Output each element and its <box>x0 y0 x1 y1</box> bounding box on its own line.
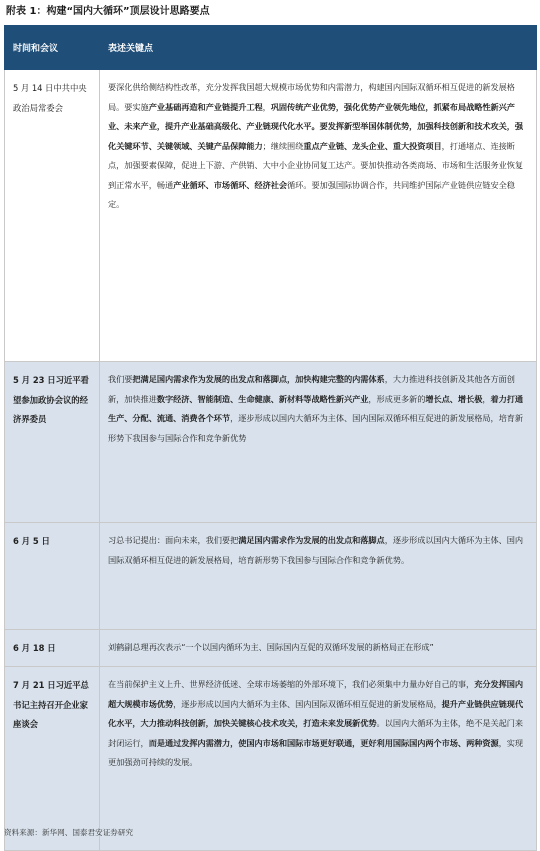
text-segment: 循环。要加强国际协调合作，共同维护国际产业链供应链安全稳定。 <box>108 179 515 209</box>
table-header-row <box>5 26 537 70</box>
bold-text-segment: 产业基础再造和产业链提升工程 <box>148 101 263 112</box>
row-content-cell <box>100 362 537 523</box>
row-date-cell: 7 月 21 日习近平总书记主持召开企业家座谈会 <box>5 667 100 851</box>
source-note: 资料来源：新华网、国泰君安证券研究 <box>4 828 134 837</box>
table-row <box>5 523 537 630</box>
table-row <box>5 362 537 523</box>
text-segment: ，逐步形成以国内大循环为主体、国内国际双循环相互促进的新发展格局，培育新形势下我国参与国际合作和竞争新优势。 <box>108 535 524 565</box>
bold-text-segment: 重点产业链、龙头企业、重大投资项目 <box>303 140 442 151</box>
row-content-cell <box>100 70 537 362</box>
header-date-meeting: 时间和会议 <box>5 26 100 70</box>
text-segment: ，逐步形成以国内大循环为主体、国内国际双循环相互促进的新发展格局，培育新形势下我国参与国际合作和竞争新优势 <box>108 413 524 443</box>
header-key-points: 表述关键点 <box>100 26 537 70</box>
bold-text-segment: 把满足国内需求作为发展的出发点和落脚点，加快构建完整的内需体系 <box>132 374 385 384</box>
text-segment: ，实现更加强劲可持续的发展。 <box>108 737 524 767</box>
row-content-cell <box>100 630 537 667</box>
table-row <box>5 70 537 362</box>
text-segment: ，形成更多新的 <box>368 393 426 404</box>
text-segment: ， <box>262 101 271 112</box>
text-segment: ，大力推进科技创新及其他各方面创新，加快推进 <box>108 374 515 404</box>
text-segment: ；继续围绕 <box>262 140 304 151</box>
row-date-cell: 5 月 14 日中共中央政治局常委会 <box>5 70 100 362</box>
bold-text-segment: 数字经济、智能制造、生命健康、新材料等战略性新兴产业 <box>156 393 369 404</box>
row-date-cell: 5 月 23 日习近平看望参加政协会议的经济界委员 <box>5 362 100 523</box>
row-content-cell <box>100 667 537 851</box>
bold-text-segment: 增长点、增长极 <box>425 393 483 404</box>
bold-text-segment: 产业循环、市场循环、经济社会 <box>173 179 288 190</box>
text-segment: ，打通堵点、连接断点，加强要素保障，促进上下游、产供销、大中小企业协同复工达产。要加快推动各类商场、市场和生活服务业恢复到正常水平，畅通 <box>108 140 524 190</box>
bold-text-segment: 巩固传统产业优势，强化优势产业领先地位，抓紧布局战略性新兴产业、未来产业，提升产业基础高级化、产业链现代化水平。要发挥新型举国体制优势，加强科技创新和技术攻关，强化关键环节、关键领域、关键产品保障能力 <box>108 101 524 151</box>
text-segment: ，逐步形成以国内大循环为主体、国内国际双循环相互促进的新发展格局， <box>173 698 442 709</box>
text-segment: 我们要 <box>108 374 133 384</box>
text-segment: 要深化供给侧结构性改革，充分发挥我国超大规模市场优势和内需潜力，构建国内国际双循环相互促进的新发展格局。要实施 <box>108 82 515 112</box>
table-row <box>5 667 537 851</box>
bold-text-segment: 充分发挥国内超大规模市场优势 <box>108 679 524 709</box>
row-date-cell: 6 月 18 日 <box>5 630 100 667</box>
text-segment: 。以国内大循环为主体，绝不是关起门来封闭运行， <box>108 718 524 748</box>
bold-text-segment: 提升产业链供应链现代化水平，大力推动科技创新，加快关键核心技术攻关，打造未来发展新优势 <box>108 698 524 728</box>
bold-text-segment: 满足国内需求作为发展的出发点和落脚点 <box>238 535 385 545</box>
text-segment: ， <box>482 393 491 404</box>
text-segment: 在当前保护主义上升、世界经济低迷、全球市场萎缩的外部环境下，我们必须集中力量办好自己的事， <box>108 679 475 689</box>
bold-text-segment: 着力打通生产、分配、流通、消费各个环节 <box>108 393 524 423</box>
key-points-table <box>4 25 537 851</box>
row-content-cell <box>100 523 537 630</box>
table-title: 附表 1：构建“国内大循环”顶层设计思路要点 <box>6 6 210 17</box>
text-segment: 习总书记提出：面向未来，我们要把 <box>108 535 239 545</box>
row-date-cell: 6 月 5 日 <box>5 523 100 630</box>
table-row <box>5 630 537 667</box>
bold-text-segment: 而是通过发挥内需潜力，使国内市场和国际市场更好联通，更好利用国际国内两个市场、两种资源 <box>148 737 499 748</box>
text-segment: 刘鹤副总理再次表示“一个以国内循环为主、国际国内互促的双循环发展的新格局正在形成” <box>108 642 434 652</box>
